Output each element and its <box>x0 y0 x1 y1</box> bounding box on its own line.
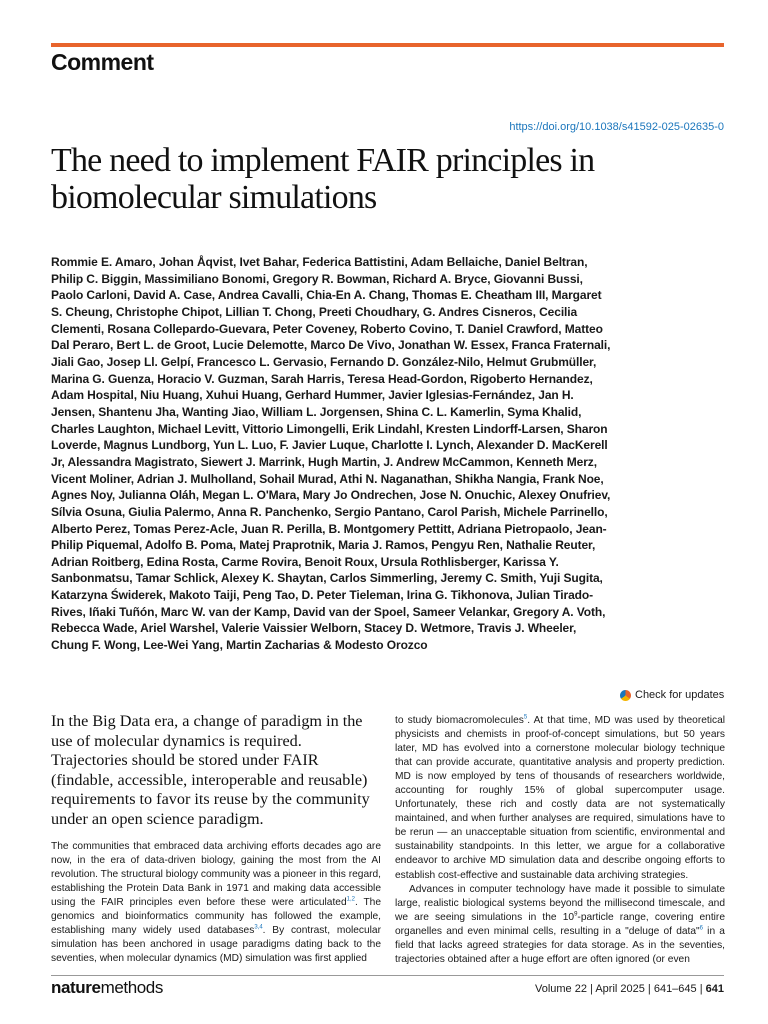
standfirst: In the Big Data era, a change of paradigm in the use of molecular dynamics is required. Trajectories should be stored under FAIR (findable, accessible, interoperable and reusable) requirements to favor its reuse by the community under an open science paradigm. <box>51 712 370 828</box>
body-text: . By contrast, molecular simulation has been anchored in usage paradigms dating back to the seventies, when molecular dynamics (MD) simulation was first applied <box>51 925 381 965</box>
volume-info: Volume 22 | April 2025 | 641–645 | <box>534 983 703 995</box>
page-number: 641 <box>705 983 724 995</box>
citation-ref[interactable]: 3,4 <box>254 924 263 931</box>
page-info <box>535 983 724 995</box>
section-label: Comment <box>51 49 154 75</box>
body-paragraph <box>51 840 381 966</box>
body-column-right <box>395 714 725 967</box>
exponent: 9 <box>574 911 578 918</box>
footer-divider <box>51 975 724 976</box>
doi-link[interactable]: https://doi.org/10.1038/s41592-025-02635-0 <box>509 121 724 133</box>
body-text: to study biomacromolecules <box>395 715 524 726</box>
body-text: . At that time, MD was used by theoretical physicists and chemists in proof-of-concept simulations, but 50 years later, MD has evolved into a cornerstone molecular biology technique that can provide accurate, quantitative analysis and property prediction. MD is now employed by tens of thousands of researchers worldwide, accounting for roughly 15% of global supercomputer usage. Unfortunately, these rich and costly data are not systematically maintained, and when further analyses are required, simulations have to be rerun — an unacceptable situation from scientific, environmental and sustainability standpoints. In this letter, we argue for a collaborative endeavor to archive MD simulation data and describe ongoing efforts to establish cost-effective and sustainable data archiving strategies. <box>395 715 725 881</box>
body-text: -particle range, covering entire organelles and even minimal cells, resulting in a "deluge of data" <box>395 911 725 937</box>
citation-ref[interactable]: 6 <box>699 925 703 932</box>
check-for-updates-label: Check for updates <box>635 689 725 701</box>
body-column-left <box>51 840 381 966</box>
body-text: The communities that embraced data archiving efforts decades ago are now, in the era of data-driven biology, gaining the most from the AI revolution. The structural biology community was a pioneer in this regard, establishing the Protein Data Bank in 1971 and making data accessible using the FAIR principles even before these were articulated <box>51 841 381 909</box>
body-text: in a field that lacks agreed strategies for data storage. As in the seventies, trajectories obtained after a huge effort are often ignored (or even <box>395 925 725 965</box>
crossmark-icon <box>620 690 631 701</box>
body-text: Advances in computer technology have made it possible to simulate large, realistic biological systems beyond the millisecond timescale, and we are seeing simulations in the 10 <box>395 883 725 923</box>
author-list: Rommie E. Amaro, Johan Åqvist, Ivet Bahar, Federica Battistini, Adam Bellaiche, Daniel Beltran, Philip C. Biggin, Massimiliano Bonomi, Gregory R. Bowman, Richard A. Bryce, Giovanni Bussi, Paolo Carloni, David A. Case, Andrea Cavalli, Chia-En A. Chang, Thomas E. Cheatham III, Margaret S. Cheung, Christophe Chipot, Lillian T. Chong, Preeti Choudhary, G. Andres Cisneros, Cecilia Clementi, Rosana Collepardo-Guevara, Peter Coveney, Roberto Covino, T. Daniel Crawford, Matteo Dal Peraro, Bert L. de Groot, Lucie Delemotte, Marco De Vivo, Jonathan W. Essex, Franca Fraternali, Jiali Gao, Josep Ll. Gelpí, Francesco L. Gervasio, Fernando D. González-Nilo, Helmut Grubmüller, Marina G. Guenza, Horacio V. Guzman, Sarah Harris, Teresa Head-Gordon, Rigoberto Hernandez, Adam Hospital, Niu Huang, Xuhui Huang, Gerhard Hummer, Javier Iglesias-Fernández, Jan H. Jensen, Shantenu Jha, Wanting Jiao, William L. Jorgensen, Shina C. L. Kamerlin, Syma Khalid, Charles Laughton, Michael Levitt, Vittorio Limongelli, Erik Lindahl, Kresten Lindorff-Larsen, Sharon Loverde, Magnus Lundborg, Yun L. Luo, F. Javier Luque, Charlotte I. Lynch, Alexander D. MacKerell Jr, Alessandra Magistrato, Siewert J. Marrink, Hugh Martin, J. Andrew McCammon, Kenneth Merz, Vicent Moliner, Adrian J. Mulholland, Sohail Murad, Athi N. Naganathan, Shikha Nangia, Frank Noe, Agnes Noy, Julianna Oláh, Megan L. O'Mara, Mary Jo Ondrechen, Jose N. Onuchic, Alexey Onufriev, Sílvia Osuna, Giulia Palermo, Anna R. Panchenko, Sergio Pantano, Carol Parish, Michele Parrinello, Alberto Perez, Tomas Perez-Acle, Juan R. Perilla, B. Montgomery Pettitt, Adriana Pietropaolo, Jean-Philip Piquemal, Adolfo B. Poma, Matej Praprotnik, Maria J. Ramos, Pengyu Ren, Nathalie Reuter, Adrian Roitberg, Edina Rosta, Carme Rovira, Benoit Roux, Ursula Rothlisberger, Karissa Y. Sanbonmatsu, Tamar Schlick, Alexey K. Shaytan, Carlos Simmerling, Jeremy C. Smith, Yuji Sugita, Katarzyna Świderek, Makoto Taiji, Peng Tao, D. Peter Tieleman, Irina G. Tikhonova, Julian Tirado-Rives, Iñaki Tuñón, Marc W. van der Kamp, David van der Spoel, Sameer Velankar, Gregory A. Voth, Rebecca Wade, Ariel Warshel, Valerie Vaissier Welborn, Stacey D. Wetmore, Travis J. Wheeler, Chung F. Wong, Lee-Wei Yang, Martin Zacharias & Modesto Orozco <box>51 255 611 653</box>
body-paragraph <box>395 883 725 967</box>
journal-name-part: nature <box>51 978 101 997</box>
body-text: . The genomics and bioinformatics community has followed the example, establishing many widely used databases <box>51 897 381 937</box>
citation-ref[interactable]: 1,2 <box>346 896 355 903</box>
journal-logo <box>51 978 163 998</box>
journal-name-part: methods <box>100 978 163 997</box>
body-paragraph <box>395 714 725 883</box>
header-accent-bar <box>51 43 724 47</box>
check-for-updates-button[interactable] <box>620 689 724 701</box>
citation-ref[interactable]: 5 <box>523 714 528 721</box>
article-title: The need to implement FAIR principles in biomolecular simulations <box>51 142 595 216</box>
